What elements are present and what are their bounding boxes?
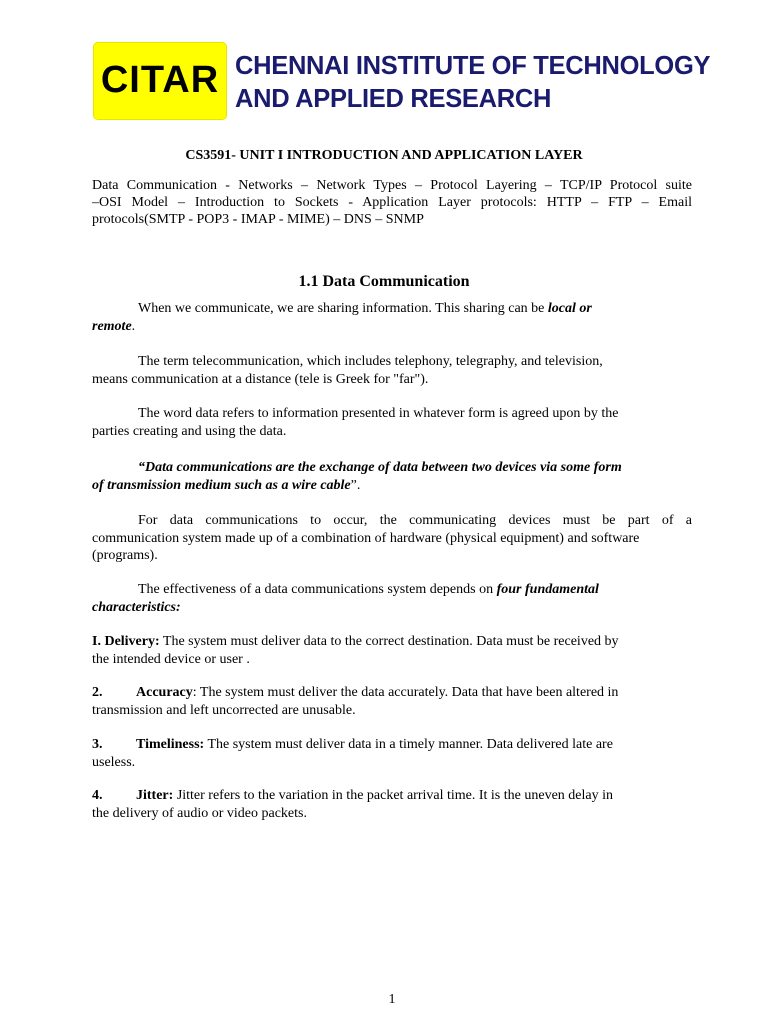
- characteristic-text: useless.: [92, 754, 136, 770]
- characteristic-text: The system must deliver data in a timely manner. Data delivered late are: [204, 737, 613, 752]
- section-title: 1.1 Data Communication: [298, 273, 470, 290]
- characteristic-text: The system must deliver data to the correct destination. Data must be received by: [159, 634, 619, 649]
- paragraph-line: The term telecommunication, which includes telephony, telegraphy, and television,: [138, 354, 603, 369]
- characteristic-timeliness: [92, 736, 692, 771]
- characteristic-term: Delivery:: [104, 634, 160, 649]
- quote-close: ”.: [350, 477, 361, 493]
- paragraph-line: parties creating and using the data.: [92, 423, 287, 439]
- institution-name-line1: CHENNAI INSTITUTE OF TECHNOLOGY: [235, 52, 711, 80]
- emphasis-text: remote: [92, 318, 132, 334]
- institution-name: [235, 50, 710, 116]
- paragraph-text: When we communicate, we are sharing information. This sharing can be: [138, 301, 548, 316]
- characteristic-text: : The system must deliver the data accurately. Data that have been altered in: [192, 685, 619, 700]
- quote-line: of transmission medium such as a wire cable: [92, 477, 351, 493]
- paragraph-line: means communication at a distance (tele is Greek for "far").: [92, 371, 429, 387]
- syllabus-line: protocols(SMTP - POP3 - IMAP - MIME) – DNS – SNMP: [92, 212, 424, 227]
- characteristic-term: Timeliness:: [136, 737, 205, 752]
- institution-name-line2: AND APPLIED RESEARCH: [235, 85, 552, 113]
- characteristic-accuracy: [92, 684, 692, 719]
- characteristic-number: I.: [92, 634, 101, 649]
- characteristic-jitter: [92, 787, 692, 822]
- characteristic-term: Accuracy: [136, 685, 193, 700]
- characteristic-text: the intended device or user .: [92, 651, 250, 667]
- emphasis-text: four fundamental: [496, 582, 599, 597]
- citar-logo: [93, 42, 227, 120]
- characteristic-delivery: [92, 633, 692, 668]
- paragraph-line: The word data refers to information presented in whatever form is agreed upon by the: [138, 406, 619, 421]
- paragraph-text: .: [131, 318, 136, 334]
- paragraph-line: (programs).: [92, 548, 158, 563]
- paragraph-communication-system: [92, 512, 692, 565]
- characteristic-number: 4.: [92, 788, 103, 803]
- emphasis-text: local or: [547, 301, 592, 316]
- characteristic-text: transmission and left uncorrected are unusable.: [92, 702, 356, 718]
- characteristic-number: 2.: [92, 685, 103, 700]
- paragraph-effectiveness: [92, 581, 692, 616]
- unit-title: CS3591- UNIT I INTRODUCTION AND APPLICATION LAYER: [185, 148, 583, 163]
- syllabus-block: [92, 177, 692, 228]
- paragraph-sharing: [92, 300, 692, 335]
- characteristic-term: Jitter:: [136, 788, 174, 803]
- paragraph-telecommunication: [92, 353, 692, 388]
- characteristic-text: the delivery of audio or video packets.: [92, 805, 307, 821]
- emphasis-text: characteristics:: [92, 599, 181, 615]
- characteristic-number: 3.: [92, 737, 103, 752]
- definition-quote: [92, 459, 692, 494]
- logo-text: CITAR: [100, 59, 220, 101]
- characteristic-text: Jitter refers to the variation in the packet arrival time. It is the uneven delay in: [173, 788, 613, 803]
- paragraph-line: For data communications to occur, the communicating devices must be part of a: [138, 513, 692, 528]
- paragraph-text: The effectiveness of a data communications system depends on: [138, 582, 497, 597]
- quote-line: “Data communications are the exchange of data between two devices via some form: [138, 460, 622, 475]
- page-number: 1: [388, 992, 396, 1007]
- paragraph-data-definition: [92, 405, 692, 440]
- syllabus-line: –OSI Model – Introduction to Sockets - Application Layer protocols: HTTP – FTP – Email: [92, 195, 692, 210]
- syllabus-line: Data Communication - Networks – Network Types – Protocol Layering – TCP/IP Protocol suite: [92, 178, 692, 193]
- paragraph-line: communication system made up of a combination of hardware (physical equipment) and software: [92, 530, 640, 546]
